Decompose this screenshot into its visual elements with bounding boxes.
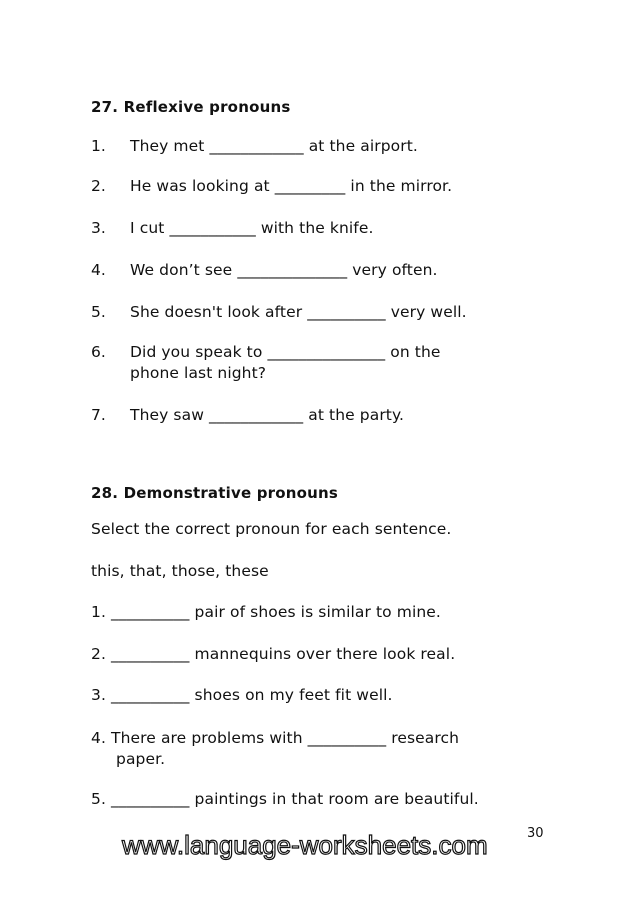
item-text: They saw ____________ at the party. (130, 406, 405, 424)
page-number: 30 (527, 826, 544, 841)
item-number: 4. (91, 261, 106, 279)
item-text-continued: paper. (116, 750, 166, 768)
list-item: 2. __________ mannequins over there look real. (91, 645, 456, 663)
item-number: 1. (91, 137, 106, 155)
word-options: this, that, those, these (91, 562, 269, 580)
section-28-heading: 28. Demonstrative pronouns (91, 484, 339, 502)
item-text: Did you speak to _______________ on the (130, 343, 441, 361)
item-number: 3. (91, 219, 106, 237)
item-number: 2. (91, 177, 106, 195)
item-number: 7. (91, 406, 106, 424)
item-text: He was looking at _________ in the mirror. (130, 177, 453, 195)
instruction-text: Select the correct pronoun for each sentence. (91, 520, 452, 538)
item-text: We don’t see ______________ very often. (130, 261, 438, 279)
item-text: She doesn't look after __________ very well. (130, 303, 467, 321)
item-number: 6. (91, 343, 106, 361)
section-27-heading: 27. Reflexive pronouns (91, 98, 291, 116)
item-text-continued: phone last night? (130, 364, 267, 382)
item-text: I cut ___________ with the knife. (130, 219, 374, 237)
item-text: 4. There are problems with __________ research (91, 729, 460, 747)
list-item: 3. __________ shoes on my feet fit well. (91, 686, 393, 704)
list-item: 5. __________ paintings in that room are beautiful. (91, 790, 479, 808)
website-footer: www.language-worksheets.com (122, 830, 488, 860)
item-number: 5. (91, 303, 106, 321)
list-item: 1. __________ pair of shoes is similar to mine. (91, 603, 441, 621)
item-text: They met ____________ at the airport. (130, 137, 418, 155)
